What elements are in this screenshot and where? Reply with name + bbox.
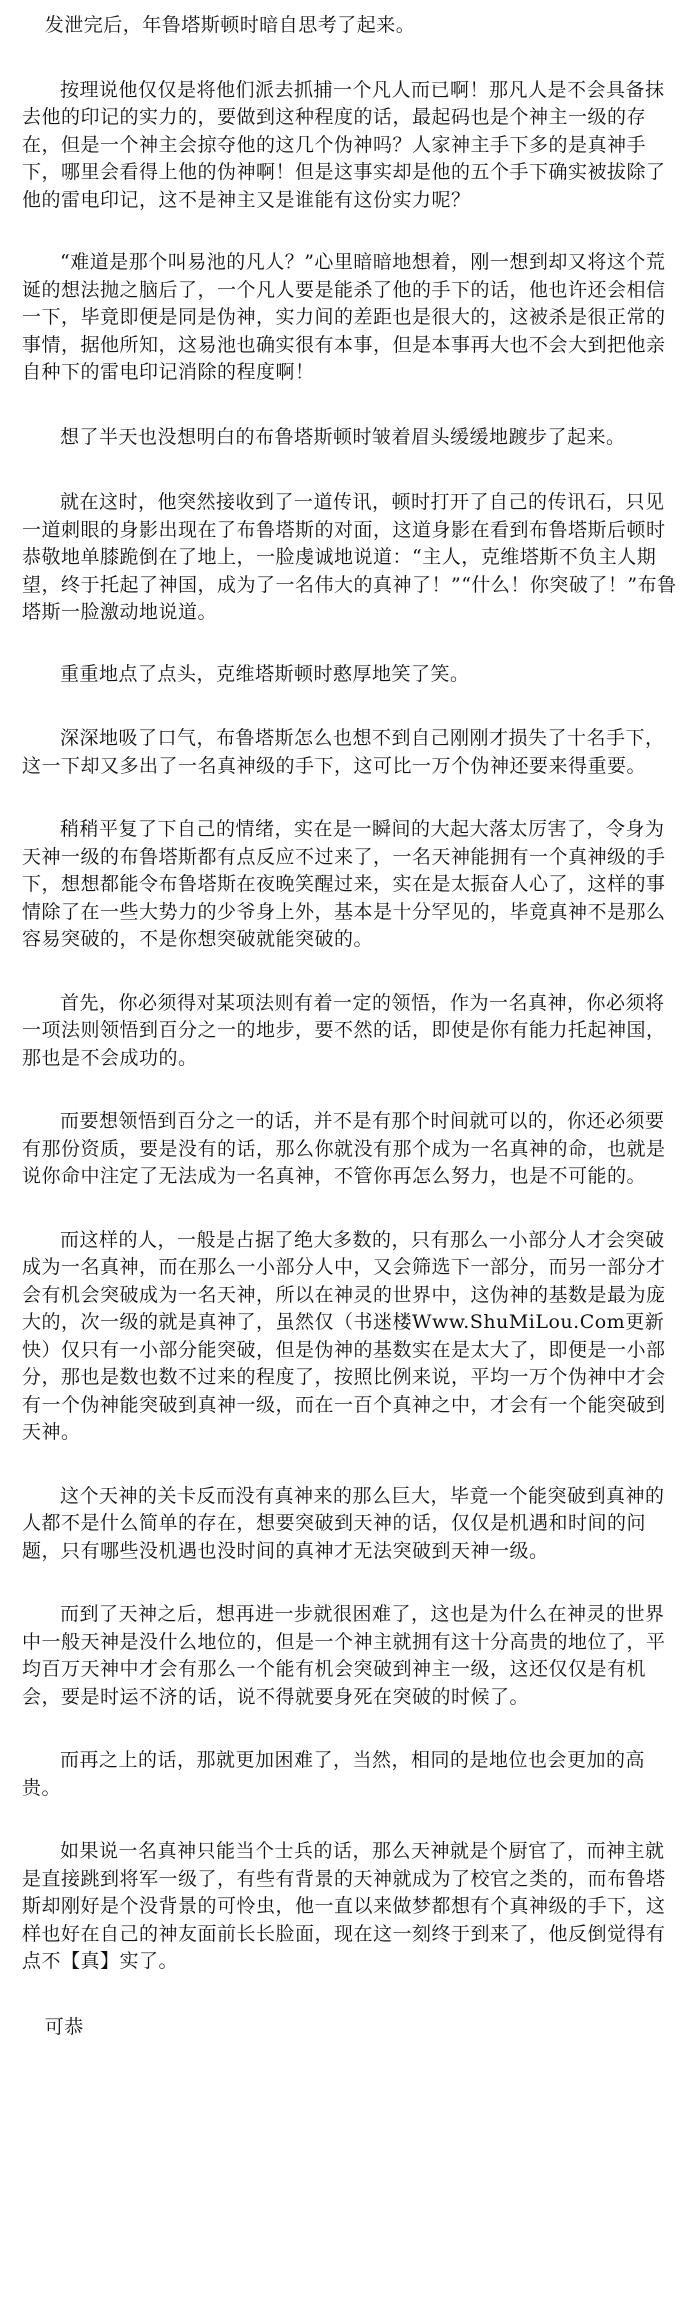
paragraph-spacer	[22, 1447, 682, 1483]
paragraph-3: “难道是那个叫易池的凡人？”心里暗暗地想着，刚一想到却又将这个荒诞的想法抛之脑后了，一个凡人要是能杀了他的手下的话，他也许还会相信一下，毕竟即便是同是伪神，实力间的差距也是很大的，这被杀是很正常的事情，据他所知，这易池也确实很有本事，但是本事再大也不会大到把他亲自种下的雷电印记消除的程度啊！	[22, 251, 666, 383]
paragraph-spacer	[22, 40, 682, 77]
paragraph-16: 可恭	[44, 2015, 84, 2038]
paragraph-9: 首先，你必须得对某项法则有着一定的领悟，作为一名真神，你必须将一项法则领悟到百分之一的地步，要不然的话，即使是你有能力托起神国，那也是不会成功的。	[22, 991, 666, 1069]
paragraph-spacer	[22, 954, 682, 990]
paragraph-spacer	[22, 688, 682, 725]
paragraph-spacer	[22, 214, 682, 249]
paragraph-8: 稍稍平复了下自己的情绪，实在是一瞬间的大起大落太厉害了，令身为天神一级的布鲁塔斯都有点反应不过来了，一名天神能拥有一个真神级的手下，想想都能令布鲁塔斯在夜晚笑醒过来，实在是太振奋人心了，这样的事情除了在一些大势力的少爷身上外，基本是十分罕见的，毕竟真神不是那么容易突破的，不是你想突破就能突破的。	[22, 818, 666, 950]
paragraph-spacer	[22, 1072, 682, 1108]
paragraph-15: 如果说一名真神只能当个士兵的话，那么天神就是个厨官了，而神主就是直接跳到将军一级了，有些有背景的天神就成为了校官之类的，而布鲁塔斯却刚好是个没背景的可怜虫，他一直以来做梦都想有个真神级的手下，这样也好在自己的神友面前长长脸面，现在这一刻终于到来了，他反倒觉得有点不【真】实了。	[22, 1840, 666, 1972]
paragraph-12: 这个天神的关卡反而没有真神来的那么巨大，毕竟一个能突破到真神的人都不是什么简单的存在，想要突破到天神的话，仅仅是机遇和时间的问题，只有哪些没机遇也没时间的真神才无法突破到天神一级。	[22, 1484, 665, 1562]
paragraph-10: 而要想领悟到百分之一的话，并不是有那个时间就可以的，你还必须要有那份资质，要是没有的话，那么你就没有那个成为一名真神的命，也就是说你命中注定了无法成为一名真神，不管你再怎么努力，也是不可能的。	[22, 1110, 666, 1187]
paragraph-14: 而再之上的话，那就更加困难了，当然，相同的是地位也会更加的高贵。	[22, 1749, 646, 1799]
paragraph-spacer	[22, 1711, 682, 1747]
paragraph-1: 发泄完后，年鲁塔斯顿时暗自思考了起来。	[44, 14, 416, 36]
paragraph-13: 而到了天神之后，想再进一步就很困难了，这也是为什么在神灵的世界中一般天神是没什么地位的，但是一个神主就拥有这十分高贵的地位了，平均百万天神中才会有那么一个能有机会突破到神主一级，这还仅仅是有机会，要是时运不济的话，说不得就要身死在突破的时候了。	[22, 1603, 666, 1708]
paragraph-5: 就在这时，他突然接收到了一道传讯，顿时打开了自己的传讯石，只见一道刺眼的身影出现在了布鲁塔斯的对面，这道身影在看到布鲁塔斯后顿时恭敬地单膝跪倒在了地上，一脸虔诚地说道：“主人，克维塔斯不负主人期望，终于托起了神国，成为了一名伟大的真神了！”“什么！你突破了！”布鲁塔斯一脸激动地说道。	[22, 491, 677, 623]
paragraph-spacer	[22, 780, 682, 816]
paragraph-spacer	[22, 387, 682, 424]
paragraph-4: 想了半天也没想明白的布鲁塔斯顿时皱着眉头缓缓地踱步了起来。	[60, 425, 626, 448]
paragraph-2: 按理说他仅仅是将他们派去抓捕一个凡人而已啊！那凡人是不会具备抹去他的印记的实力的，要做到这种程度的话，最起码也是个神主一级的存在，但是一个神主会掠夺他的这几个伪神吗？人家神主手下多的是真神手下，哪里会看得上他的伪神啊！但是这事实却是他的五个手下确实被拔除了他的雷电印记，这不是神主又是谁能有这份实力呢？	[22, 78, 666, 211]
paragraph-spacer	[22, 1191, 682, 1227]
paragraph-6: 重重地点了点头，克维塔斯顿时憨厚地笑了笑。	[60, 662, 470, 685]
paragraph-spacer	[22, 451, 682, 489]
paragraph-spacer	[22, 627, 682, 661]
paragraph-spacer	[22, 1802, 682, 1838]
paragraph-11: 而这样的人，一般是占据了绝大多数的，只有那么一小部分人才会突破成为一名真神，而在那么一小部分人中，又会筛选下一部分，而另一部分才会有机会突破成为一名天神，所以在神灵的世界中，这伪神的基数是最为庞大的，次一级的就是真神了，虽然仅（书迷楼Www.ShuMiLou.Com更新快）仅只有一小部分能突破，但是伪神的基数实在是太大了，即便是一小部分，那也是数也数不过来的程度了，按照比例来说，平均一万个伪神中才会有一个伪神能突破到真神一级，而在一百个真神之中，才会有一个能突破到天神。	[22, 1228, 666, 1443]
paragraph-spacer	[22, 1976, 682, 2014]
paragraph-spacer	[22, 1565, 682, 1601]
paragraph-7: 深深地吸了口气，布鲁塔斯怎么也想不到自己刚刚才损失了十名手下，这一下却又多出了一名真神级的手下，这可比一万个伪神还要来得重要。	[22, 727, 665, 777]
